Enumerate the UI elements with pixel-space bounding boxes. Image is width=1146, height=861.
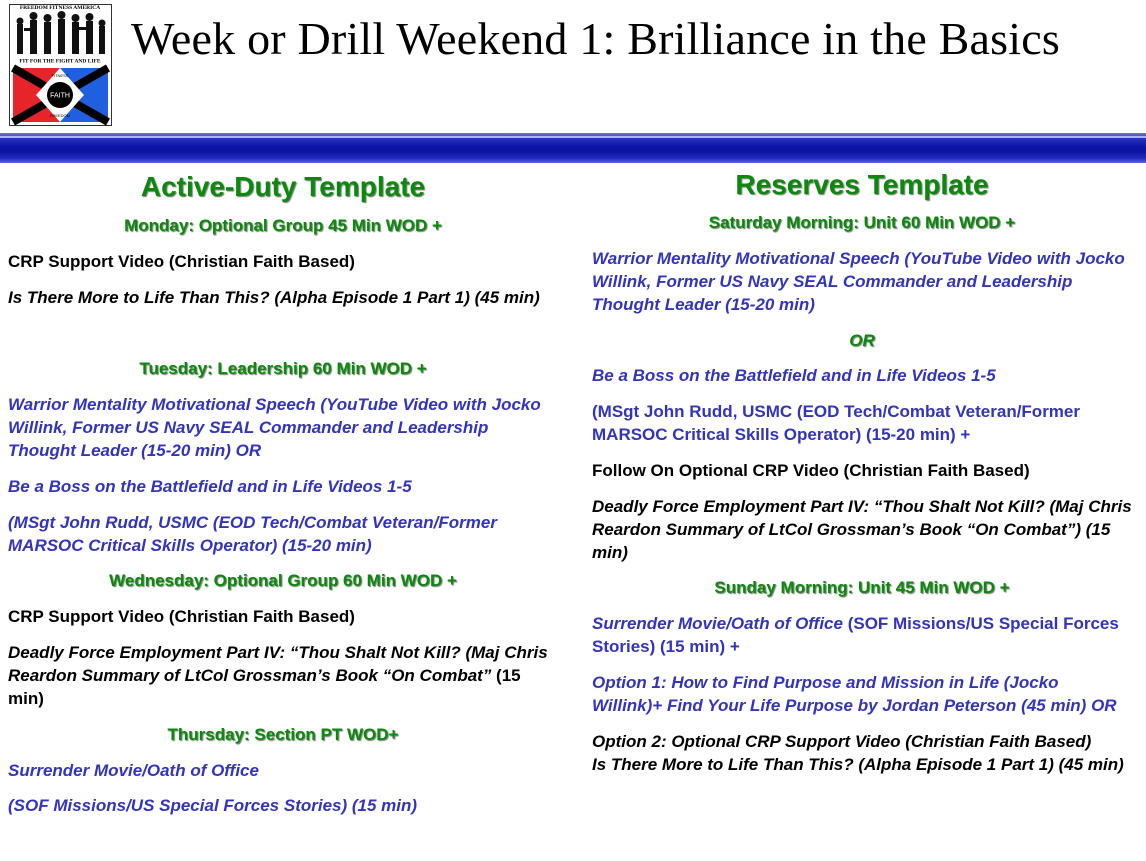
header-divider-bar — [0, 133, 1146, 163]
active-duty-title: Active-Duty Template — [140, 171, 426, 202]
page-title: Week or Drill Weekend 1: Brilliance in the Basics — [131, 13, 1060, 64]
saturday-heading: Saturday Morning: Unit 60 Min WOD + — [708, 212, 1016, 232]
sunday-option-2 — [592, 730, 1132, 776]
wednesday-crp-video: CRP Support Video (Christian Faith Based) — [8, 606, 355, 626]
freedom-fitness-logo — [9, 4, 112, 126]
saturday-crp-video: Follow On Optional CRP Video (Christian Faith Based) — [592, 460, 1030, 480]
wednesday-deadly-force-duration: (15 min) — [8, 665, 521, 708]
logo-center-text: FAITH — [50, 92, 70, 100]
thursday-heading: Thursday: Section PT WOD+ — [167, 724, 399, 744]
sunday-heading: Sunday Morning: Unit 45 Min WOD + — [714, 577, 1010, 597]
wednesday-heading: Wednesday: Optional Group 60 Min WOD + — [109, 570, 457, 590]
monday-crp-video: CRP Support Video (Christian Faith Based) — [8, 251, 355, 271]
active-duty-column — [8, 170, 558, 817]
sunday-option-2-alpha: Is There More to Life Than This? (Alpha Episode 1 Part 1) (45 min) — [592, 754, 1124, 774]
logo-lower-text: FREEDOM — [50, 113, 70, 118]
saturday-warrior-mentality-link[interactable]: Warrior Mentality Motivational Speech (YouTube Video with Jocko Willink, Former US Navy SEAL Commander and Leadership Thought Leader (15-20 min) — [592, 248, 1125, 314]
reserves-column — [592, 170, 1132, 776]
sunday-surrender-movie-link[interactable]: Surrender Movie/Oath of Office — [592, 613, 843, 633]
logo-top-text: FREEDOM FITNESS AMERICA — [19, 5, 101, 11]
sunday-surrender-movie — [592, 612, 1132, 658]
tuesday-msgt-rudd-link[interactable]: (MSgt John Rudd, USMC (EOD Tech/Combat Veteran/Former MARSOC Critical Skills Operator) (15-20 min) — [8, 512, 497, 555]
sunday-sof-missions-link[interactable]: (SOF Missions/US Special Forces Stories) (15 min) + — [592, 613, 1119, 656]
sunday-option-1-link[interactable]: Option 1: How to Find Purpose and Mission in Life (Jocko Willink)+ Find Your Life Purpose by Jordan Peterson (45 min) OR — [592, 672, 1117, 715]
saturday-be-a-boss-link[interactable]: Be a Boss on the Battlefield and in Life Videos 1-5 — [592, 365, 996, 385]
saturday-msgt-rudd-link[interactable]: (MSgt John Rudd, USMC (EOD Tech/Combat Veteran/Former MARSOC Critical Skills Operator) (15-20 min) + — [592, 401, 1080, 444]
logo-banner-text: FIT FOR THE FIGHT AND LIFE — [19, 58, 101, 65]
sunday-option-2-crp: Option 2: Optional CRP Support Video (Christian Faith Based) — [592, 731, 1092, 751]
reserves-title: Reserves Template — [735, 169, 989, 200]
tuesday-heading: Tuesday: Leadership 60 Min WOD + — [139, 358, 427, 378]
tuesday-be-a-boss-link[interactable]: Be a Boss on the Battlefield and in Life Videos 1-5 — [8, 476, 412, 496]
thursday-sof-missions-link[interactable]: (SOF Missions/US Special Forces Stories) (15 min) — [8, 795, 418, 815]
wednesday-deadly-force — [8, 641, 558, 710]
monday-alpha-episode: Is There More to Life Than This? (Alpha Episode 1 Part 1) (45 min) — [8, 287, 540, 307]
thursday-surrender-movie-link[interactable]: Surrender Movie/Oath of Office — [8, 760, 259, 780]
monday-heading: Monday: Optional Group 45 Min WOD + — [124, 215, 442, 235]
wednesday-deadly-force-title: Deadly Force Employment Part IV: “Thou Shalt Not Kill? (Maj Chris Reardon Summary of LtCol Grossman’s Book “On Combat” — [8, 642, 548, 685]
saturday-or-separator: OR — [849, 330, 875, 350]
saturday-deadly-force: Deadly Force Employment Part IV: “Thou Shalt Not Kill? (Maj Chris Reardon Summary of LtCol Grossman’s Book “On Combat”) (15 min) — [592, 496, 1132, 562]
logo-upper-text: FITNESS — [51, 73, 69, 78]
tuesday-warrior-mentality-link[interactable]: Warrior Mentality Motivational Speech (YouTube Video with Jocko Willink, Former US Navy SEAL Commander and Leadership Thought Leader (15-20 min) OR — [8, 394, 541, 460]
